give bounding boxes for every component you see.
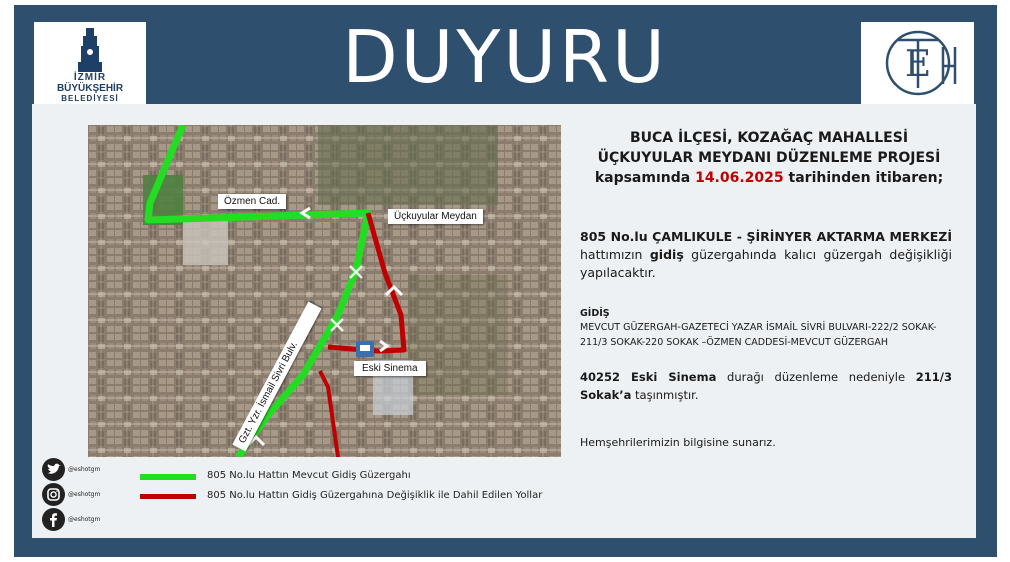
stop-new-street: 211/3 Sokak’a xyxy=(580,370,952,402)
map-label-ozmen: Özmen Cad. xyxy=(218,194,286,209)
logo-text-izmir: İZMİR xyxy=(73,72,107,83)
route-direction: gidiş xyxy=(649,247,684,262)
facebook-icon[interactable] xyxy=(42,508,65,531)
eshot-logo xyxy=(861,22,974,104)
headline-line-3-suffix: tarihinden itibaren; xyxy=(783,170,944,186)
map-label-meydan: Üçkuyular Meydan xyxy=(388,209,483,224)
stop-text-1: durağı düzenleme nedeniyle xyxy=(716,370,916,384)
twitter-icon[interactable] xyxy=(42,458,65,481)
map-label-sinema: Eski Sinema xyxy=(354,361,426,376)
notice-headline xyxy=(580,128,958,188)
stop-text-2: taşınmıştır. xyxy=(631,388,699,402)
logo-text-buyuksehir: BÜYÜKŞEHİR xyxy=(56,83,124,94)
instagram-handle[interactable]: @eshotgm xyxy=(68,491,101,498)
svg-text:E: E xyxy=(904,44,932,85)
headline-line-1: BUCA İLÇESİ, KOZAĞAÇ MAHALLESİ xyxy=(629,130,909,146)
legend-red-label: 805 No.lu Hattın Gidiş Güzergahına Değişiklik ile Dahil Edilen Yollar xyxy=(207,490,543,501)
instagram-icon[interactable] xyxy=(42,483,65,506)
map-label-bulvar: Gzt. Yzr. İsmail Sivri Bulv. xyxy=(232,301,321,451)
headline-line-3 xyxy=(580,168,958,188)
legend-green-swatch xyxy=(140,474,196,480)
stop-name: 40252 Eski Sinema xyxy=(580,370,717,384)
legend-red-swatch xyxy=(140,494,196,499)
route-map xyxy=(88,125,561,457)
facebook-handle[interactable]: @eshotgm xyxy=(68,516,101,523)
page-title: DUYURU xyxy=(342,15,668,99)
route-text-2: güzergahında kalıcı güzergah değişikliği yapılacaktır. xyxy=(580,247,952,280)
twitter-handle[interactable]: @eshotgm xyxy=(68,466,101,473)
headline-line-2: ÜÇKUYULAR MEYDANI DÜZENLEME PROJESİ xyxy=(597,150,941,166)
legend-green-label: 805 No.lu Hattın Mevcut Gidiş Güzergahı xyxy=(207,470,411,481)
gidis-route-text: MEVCUT GÜZERGAH-GAZETECİ YAZAR İSMAİL SİVRİ BULVARI-222/2 SOKAK-211/3 SOKAK-220 SOKAK –ÖZMEN CADDESİ-MEVCUT GÜZERGAH xyxy=(580,322,937,348)
effective-date: 14.06.2025 xyxy=(695,170,784,186)
logo-text-belediyesi: BELEDİYESİ xyxy=(61,94,119,103)
route-change-paragraph xyxy=(580,228,952,282)
route-name: 805 No.lu ÇAMLIKULE - ŞİRİNYER AKTARMA MERKEZİ xyxy=(580,229,952,244)
stop-change-paragraph xyxy=(580,368,952,404)
headline-line-3-prefix: kapsamında xyxy=(594,170,696,186)
gidis-title: GİDİŞ xyxy=(580,308,610,319)
eshot-monogram-icon xyxy=(861,22,974,104)
closing-text: Hemşehrilerimizin bilgisine sunarız. xyxy=(580,436,776,449)
route-text-1: hattımızın xyxy=(580,247,650,262)
